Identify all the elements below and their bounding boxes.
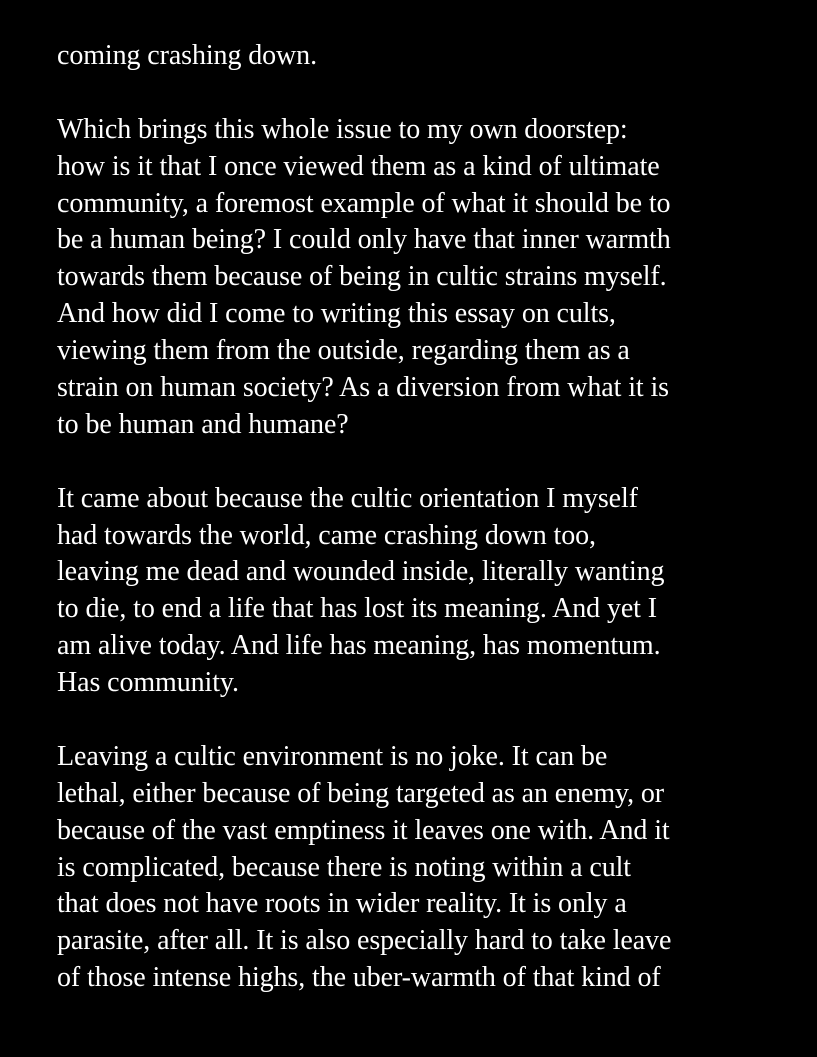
paragraph-2 (57, 112, 797, 444)
text-line: Leaving a cultic environment is no joke. It can be (57, 740, 608, 772)
document-page (57, 38, 797, 997)
paragraph-3 (57, 481, 797, 702)
paragraph-1 (57, 38, 797, 75)
text-line: to die, to end a life that has lost its meaning. And yet I (57, 593, 657, 625)
text-line: of those intense highs, the uber-warmth of that kind of (57, 962, 661, 994)
text-line: am alive today. And life has meaning, has momentum. (57, 630, 661, 662)
text-line: that does not have roots in wider reality. It is only a (57, 888, 627, 920)
text-line: Has community. (57, 667, 239, 699)
text-line: And how did I come to writing this essay on cults, (57, 298, 616, 330)
text-line: strain on human society? As a diversion from what it is (57, 372, 669, 404)
text-line: leaving me dead and wounded inside, literally wanting (57, 556, 665, 588)
text-line: be a human being? I could only have that inner warmth (57, 224, 671, 256)
text-line: to be human and humane? (57, 408, 349, 440)
text-line: Which brings this whole issue to my own doorstep: (57, 113, 628, 145)
text-line: how is it that I once viewed them as a kind of ultimate (57, 150, 660, 182)
text-line: because of the vast emptiness it leaves one with. And it (57, 814, 670, 846)
text-line: had towards the world, came crashing down too, (57, 519, 596, 551)
text-line: parasite, after all. It is also especially hard to take leave (57, 925, 672, 957)
text-line: is complicated, because there is noting within a cult (57, 851, 631, 883)
paragraph-spacer (57, 75, 797, 112)
paragraph-spacer (57, 444, 797, 481)
text-line: It came about because the cultic orientation I myself (57, 482, 638, 514)
text-line: viewing them from the outside, regarding them as a (57, 335, 630, 367)
text-line: towards them because of being in cultic strains myself. (57, 261, 667, 293)
paragraph-spacer (57, 702, 797, 739)
text-line: community, a foremost example of what it should be to (57, 187, 671, 219)
text-line: coming crashing down. (57, 40, 317, 71)
paragraph-4 (57, 739, 797, 997)
text-line: lethal, either because of being targeted as an enemy, or (57, 777, 665, 809)
